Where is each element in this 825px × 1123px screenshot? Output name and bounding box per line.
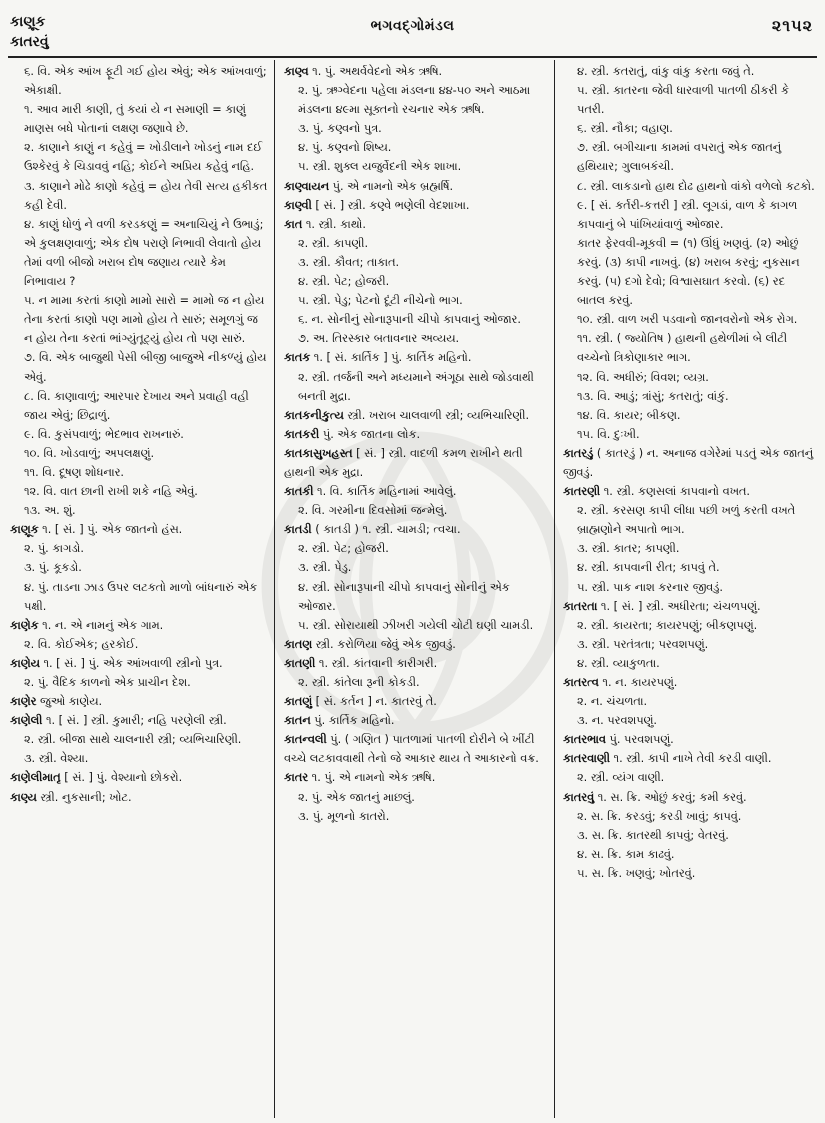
dictionary-entry: ૫. ન મામા કરતાં કાણો મામો સારો = મામો જ ન હોય તેના કરતાં કાણો પણ મામો હોય તે સારું; સમૂળગું જ ન હોય તેના કરતાં ભાંગ્યુંતૂટ્યું હોય તો પણ સારું.	[24, 294, 265, 346]
dictionary-entry: ૨. સ. ક્રિ. કરડવું; કરડી ખાવું; કાપવું.	[577, 809, 742, 823]
dictionary-entry: કાતર ૧. પું. એ નામનો એક ઋષિ.	[284, 771, 436, 785]
dictionary-entry: ૧૦. સ્ત્રી. વાળ ખરી પડવાનો જાનવરોનો એક રોગ.	[577, 313, 798, 327]
headword: કાતન્વલી	[284, 733, 327, 747]
dictionary-entry: ૧૧. વિ. દૂષણ શોધનાર.	[24, 465, 125, 479]
dictionary-entry: ૨. સ્ત્રી. કાયરતા; કાયરપણું; બીકણપણું.	[577, 618, 758, 632]
dictionary-entry: ૧૫. વિ. દુઃખી.	[577, 427, 640, 441]
dictionary-entry: ૩. પું. કણ્વનો પુત્ર.	[298, 122, 382, 136]
dictionary-entry: ૩. સ્ત્રી. પેડુ.	[298, 561, 352, 575]
headword: કાતરવું	[563, 790, 595, 804]
headword: કાતણી	[284, 656, 316, 670]
headword: કાણ્વાયન	[284, 179, 330, 193]
headword: કાતકરી	[284, 427, 320, 441]
headword: કાતણું	[284, 695, 313, 709]
dictionary-entry: કાતકી ૧. વિ. કાર્તિક મહિનામાં આવેલું.	[284, 485, 457, 499]
dictionary-entry: ૪. સ્ત્રી. વ્યાકુળતા.	[577, 656, 660, 670]
dictionary-entry: ૨. વિ. ગરમીના દિવસોમાં જન્મેલું.	[298, 504, 448, 518]
dictionary-entry: કાણ્વાયન પું. એ નામનો એક બ્રહ્મર્ષિ.	[284, 179, 454, 193]
dictionary-entry: કાતન્વલી પું. ( ગણિત ) પાતળામાં પાતળી દોરીને બે ખીંટી વચ્ચે લટકાવવાથી તેનો જે આકાર થાય તે આકારનો વક્ર.	[284, 733, 539, 766]
dictionary-entry: ૧૦. વિ. ખોડવાળું; અપલક્ષણું.	[24, 446, 155, 460]
dictionary-entry: ૫. સ્ત્રી. સોરાયાથી ઝીખરી ગયેલી ચોટી ઘણી ચામડી.	[298, 618, 534, 632]
dictionary-entry: કાણ્વી [ સં. ] સ્ત્રી. કણ્વે ભણેલી વેદશાખા.	[284, 198, 470, 212]
guide-word-last: કાતરવું	[10, 34, 49, 50]
headword: કાતણ	[284, 637, 313, 651]
dictionary-entry: કાતકરી પું. એક જાતના લોક.	[284, 427, 421, 441]
dictionary-entry: કાતરડું ( કાતરડું ) ન. અનાજ વગેરેમાં પડતું એક જાતનું જીવડું.	[563, 446, 814, 479]
dictionary-entry: ૨. સ્ત્રી. બીજા સાથે ચાલનારી સ્ત્રી; વ્યભિચારિણી.	[24, 733, 242, 747]
headword: કાત	[284, 217, 303, 231]
dictionary-entry: ૨. વિ. કોઈએક; હરકોઈ.	[24, 637, 139, 651]
dictionary-entry: ૫. સ્ત્રી. શુક્લ યજુર્વેદની એક શાખા.	[298, 160, 462, 174]
dictionary-entry: ૪. સ્ત્રી. સોનારૂપાની ચીપો કાપવાનું સોનીનું એક ઓજાર.	[298, 580, 510, 613]
dictionary-entry: કાતકનીકુત્ય સ્ત્રી. ખરાબ ચાલવાળી સ્ત્રી; વ્યભિચારિણી.	[284, 408, 530, 422]
column-1	[10, 62, 268, 1116]
dictionary-entry: કાતકાસુખહસ્ત [ સં. ] સ્ત્રી. વાદળી કમળ રાખીને થતી હાથની એક મુદ્રા.	[284, 446, 523, 479]
dictionary-entry: ૧૧. સ્ત્રી. ( જ્યોતિષ ) હાથની હથેળીમાં બે લીટી વચ્ચેનો ત્રિકોણાકાર ભાગ.	[577, 332, 788, 365]
dictionary-entry: ૪. સ્ત્રી. પેટ; હોજરી.	[298, 275, 390, 289]
dictionary-entry: ૪. સ્ત્રી. કતરાતું, વાંકુ વાંકુ કરતા જવું તે.	[577, 65, 755, 78]
dictionary-entry: ૭. અ. તિરસ્કાર બતાવનાર અવ્યય.	[298, 332, 460, 346]
dictionary-entry: કાતરવાણી ૧. સ્ત્રી. કાપી નાખે તેવી કરડી વાણી.	[563, 752, 772, 766]
dictionary-entry: કાતણું [ સં. કર્તન ] ન. કાતરવું તે.	[284, 695, 437, 709]
dictionary-entry: ૨. પું. ઋગ્વેદના પહેલા મંડલના ૪૪-૫૦ અને આઠમા મંડલના ૪૯મા સૂક્તનો રચનાર એક ઋષિ.	[298, 84, 531, 117]
dictionary-entry: ૧૨. વિ. અધીરું; વિવશ; વ્યગ્ર.	[577, 370, 709, 384]
dictionary-entry: કાતરતા ૧. [ સં. ] સ્ત્રી. અધીરતા; ચંચળપણું.	[563, 599, 761, 613]
dictionary-entry: ૭. વિ. એક બાજુથી પેસી બીજી બાજુએ નીકળ્યું હોય એવું.	[24, 351, 267, 384]
dictionary-entry: ૨. પું. વૈદિક કાળનો એક પ્રાચીન દેશ.	[24, 676, 191, 689]
headword: કાતકી	[284, 485, 314, 499]
headword: કાતરત્વ	[563, 676, 599, 689]
dictionary-entry: કાણ્વ ૧. પું. અથર્વવેદનો એક ઋષિ.	[284, 65, 443, 78]
headword: કાણેલી	[10, 714, 43, 728]
dictionary-entry: ૩. ન. પરવશપણું.	[577, 714, 657, 728]
headword: કાતન	[284, 714, 311, 728]
dictionary-entry: ૨. ન. ચંચળતા.	[577, 695, 648, 709]
headword: કાતડી	[284, 523, 312, 537]
headword: કાતર	[284, 771, 309, 785]
dictionary-entry: ૨. સ્ત્રી. વ્યંગ વાણી.	[577, 771, 665, 785]
dictionary-entry: ૮. વિ. કાણાવાળું; આરપાર દેખાય અને પ્રવાહી વહી જાય એવું; છિદ્રાળું.	[24, 389, 249, 422]
headword: કાણેર	[10, 695, 37, 709]
page-header	[0, 0, 825, 52]
dictionary-entry: ૬. વિ. એક આંખ ફૂટી ગઈ હોય એવું; એક આંખવાળું; એકાક્ષી.	[24, 65, 267, 98]
headword: કાણ્વી	[284, 198, 312, 212]
dictionary-entry: કાત ૧. સ્ત્રી. કાથો.	[284, 217, 366, 231]
dictionary-entry: ૭. સ્ત્રી. બગીચાના કામમાં વપરાતું એક જાતનું હથિયાર; ગુલાબકંચી.	[577, 141, 782, 174]
dictionary-entry: ૫. સ્ત્રી. પેડુ; પેટનો દૂંટી નીચેનો ભાગ.	[298, 294, 463, 308]
dictionary-entry: ૨. પું. એક જાતનું માછલું.	[298, 790, 415, 804]
dictionary-entry: ૨. સ્ત્રી. તર્જની અને મધ્યમાને અંગૂઠા સાથે જોડવાથી બનતી મુદ્રા.	[298, 370, 534, 403]
dictionary-entry: ૨. સ્ત્રી. કરસણ કાપી લીધા પછી ખળું કરતી વખતે બ્રાહ્મણોને અપાતો ભાગ.	[577, 504, 796, 537]
dictionary-entry: ૩. પું. કૂકડો.	[24, 561, 82, 575]
dictionary-entry: ૨. પું. કાગડો.	[24, 542, 84, 556]
headword: કાણેય	[10, 656, 40, 670]
headword: કાણેલીમાતૃ	[10, 771, 61, 785]
headword: કાતકનીકુત્ય	[284, 408, 344, 422]
page-number: ૨૧૫૨	[771, 16, 813, 35]
book-title: ભગવદ્ગોમંડલ	[370, 18, 455, 34]
guide-word-first: કાણૂક	[10, 14, 46, 30]
headword: કાતરવાણી	[563, 752, 610, 766]
dictionary-entry: ૧૩. અ. શું.	[24, 504, 76, 518]
dictionary-entry: કાતરણી ૧. સ્ત્રી. કણસલાં કાપવાનો વખત.	[563, 485, 750, 499]
column-2	[284, 62, 546, 1116]
dictionary-entry: ૧૩. વિ. આડું; ત્રાંસું; કતરાતું; વાંકું.	[577, 389, 729, 403]
dictionary-entry: ૨. સ્ત્રી. કાપણી.	[298, 236, 369, 250]
dictionary-entry: કાતન પું. કાર્તિક મહિનો.	[284, 714, 395, 728]
dictionary-entry: કાણૂક ૧. [ સં. ] પું. એક જાતનો હંસ.	[10, 523, 183, 537]
dictionary-entry: ૬. સ્ત્રી. નૌકા; વહાણ.	[577, 122, 673, 136]
dictionary-entry: ૨. સ્ત્રી. પેટ; હોજરી.	[298, 542, 389, 556]
dictionary-entry: ૪. કાણું ધોળું ને વળી કરડકણું = અનાચિયું ને ઉભાડું; એ કુલક્ષણવાળું; એક દોષ પરાણે નિભાવી લેવાતો હોય તેમાં વળી બીજો ખરાબ દોષ જણાય ત્યારે કેમ નિભાવાય ?	[24, 217, 264, 289]
headword: કાતરભાવ	[563, 733, 606, 747]
dictionary-entry: ૮. સ્ત્રી. લાકડાનો હાથ દોઢ હાથનો વાંકો વળેલો કટકો.	[577, 179, 815, 193]
dictionary-entry: ૪. પું. કણ્વનો શિષ્ય.	[298, 141, 392, 155]
dictionary-entry: ૩. સ્ત્રી. વેશ્યા.	[24, 752, 89, 766]
dictionary-entry: ૪. પું. તાડના ઝાડ ઉપર લટકતો માળો બાંધનારું એક પક્ષી.	[24, 580, 258, 613]
dictionary-entry: કાણ્ય સ્ત્રી. નુકસાની; ખોટ.	[10, 790, 132, 804]
dictionary-entry: કાણેલી ૧. [ સં. ] સ્ત્રી. કુમારી; નહિ પરણેલી સ્ત્રી.	[10, 714, 227, 728]
dictionary-entry: કાણેલીમાતૃ [ સં. ] પું. વેશ્યાનો છોકરો.	[10, 771, 183, 785]
dictionary-entry: ૪. સ. ક્રિ. કામ કાઢવું.	[577, 847, 675, 861]
dictionary-entry: ૧૨. વિ. વાત છાની રાખી શકે નહિ એવું.	[24, 485, 198, 499]
headword: કાતક	[284, 351, 311, 365]
dictionary-entry: કાતરવું ૧. સ. ક્રિ. ઓછું કરવું; કમી કરવું.	[563, 790, 747, 804]
dictionary-entry: ૪. સ્ત્રી. કાપવાની રીત; કાપવું તે.	[577, 561, 720, 575]
dictionary-entry: ૩. સ્ત્રી. કૌવત; તાકાત.	[298, 255, 400, 269]
dictionary-entry: ૨. સ્ત્રી. કાંતેલા રૂની કોકડી.	[298, 676, 420, 689]
headword: કાણૂક	[10, 523, 39, 537]
dictionary-entry: ૫. સ. ક્રિ. ખણવું; ખોતરવું.	[577, 866, 696, 880]
headword: કાણ્ય	[10, 790, 37, 804]
dictionary-entry: ૩. સ્ત્રી. કાતર; કાપણી.	[577, 542, 680, 556]
dictionary-entry: કાતર ફેરવવી-મૂકવી = (૧) ઊંધું ખણવું. (૨) ઓછું કરવું. (૩) કાપી નાખવું. (૪) ખરાબ કરવું; નુકસાન કરવું. (૫) દગો દેવો; વિશ્વાસઘાત કરવો. (૬) રદ બાતલ કરવું.	[577, 236, 800, 308]
dictionary-entry: ૩. સ. ક્રિ. કાતરથી કાપવું; વેતરવું.	[577, 828, 729, 842]
dictionary-entry: ૫. સ્ત્રી. પાક નાશ કરનાર જીવડું.	[577, 580, 723, 594]
dictionary-entry: ૫. સ્ત્રી. કાતરના જેવી ધારવાળી પાતળી ઠીકરી કે પતરી.	[577, 84, 790, 117]
headword: કાતરતા	[563, 599, 598, 613]
dictionary-entry: કાતણ સ્ત્રી. કરોળિયા જેવું એક જીવડું.	[284, 637, 456, 651]
dictionary-entry: ૯. વિ. કુસંપવાળું; ભેદભાવ રાખનારું.	[24, 427, 184, 441]
dictionary-entry: ૧. આવ મારી કાણી, તું કયાં યે ન સમાણી = કાણું માણસ બધે પોતાનાં લક્ષણ જણાવે છે.	[24, 103, 246, 136]
headword: કાતરણી	[563, 485, 601, 499]
dictionary-entry: કાતણી ૧. સ્ત્રી. કાંતવાની કારીગરી.	[284, 656, 438, 670]
dictionary-entry: ૨. કાણાને કાણું ન કહેવું = ખોડીલાને ખોડનું નામ દઈ ઉશ્કેરવું કે ચિડાવવું નહિ; કોઈને અપ્રિય કહેવું નહિ.	[24, 141, 263, 174]
dictionary-entry: કાણેય ૧. [ સં. ] પું. એક આંખવાળી સ્ત્રીનો પુત્ર.	[10, 656, 223, 670]
dictionary-entry: કાતડી ( કાતડી ) ૧. સ્ત્રી. ચામડી; ત્વચા.	[284, 523, 461, 537]
headword: કાતરડું	[563, 446, 594, 460]
dictionary-entry: કાતક ૧. [ સં. કાર્તિક ] પું. કાર્તિક મહિનો.	[284, 351, 472, 365]
dictionary-entry: ૬. ન. સોનીનું સોનારૂપાની ચીપો કાપવાનું ઓજાર.	[298, 313, 521, 327]
dictionary-entry: ૩. કાણાને મોઢે કાણો કહેવું = હોય તેવી સત્ય હકીકત કહી દેવી.	[24, 179, 268, 212]
headword: કાણ્વ	[284, 65, 309, 78]
dictionary-entry: કાણેર જુઓ કાણેય.	[10, 695, 103, 709]
dictionary-entry: ૩. સ્ત્રી. પરતંત્રતા; પરવશપણું.	[577, 637, 709, 651]
dictionary-entry: ૯. [ સં. કર્તરી-કત્તરી ] સ્ત્રી. લૂગડાં, વાળ કે કાગળ કાપવાનું બે પાંખિયાંવાળું ઓજાર.	[577, 198, 798, 231]
dictionary-entry: ૩. પું. મૂળનો કાતરો.	[298, 809, 390, 823]
column-3	[563, 62, 815, 1116]
dictionary-entry: કાતરભાવ પું. પરવશપણું.	[563, 733, 674, 747]
dictionary-entry: કાણેક ૧. ન. એ નામનું એક ગામ.	[10, 618, 164, 632]
header-rule	[8, 56, 817, 58]
dictionary-entry: કાતરત્વ ૧. ન. કાયરપણું.	[563, 676, 678, 689]
dictionary-entry: ૧૪. વિ. કાયર; બીકણ.	[577, 408, 681, 422]
headword: કાતકાસુખહસ્ત	[284, 446, 353, 460]
headword: કાણેક	[10, 618, 39, 632]
